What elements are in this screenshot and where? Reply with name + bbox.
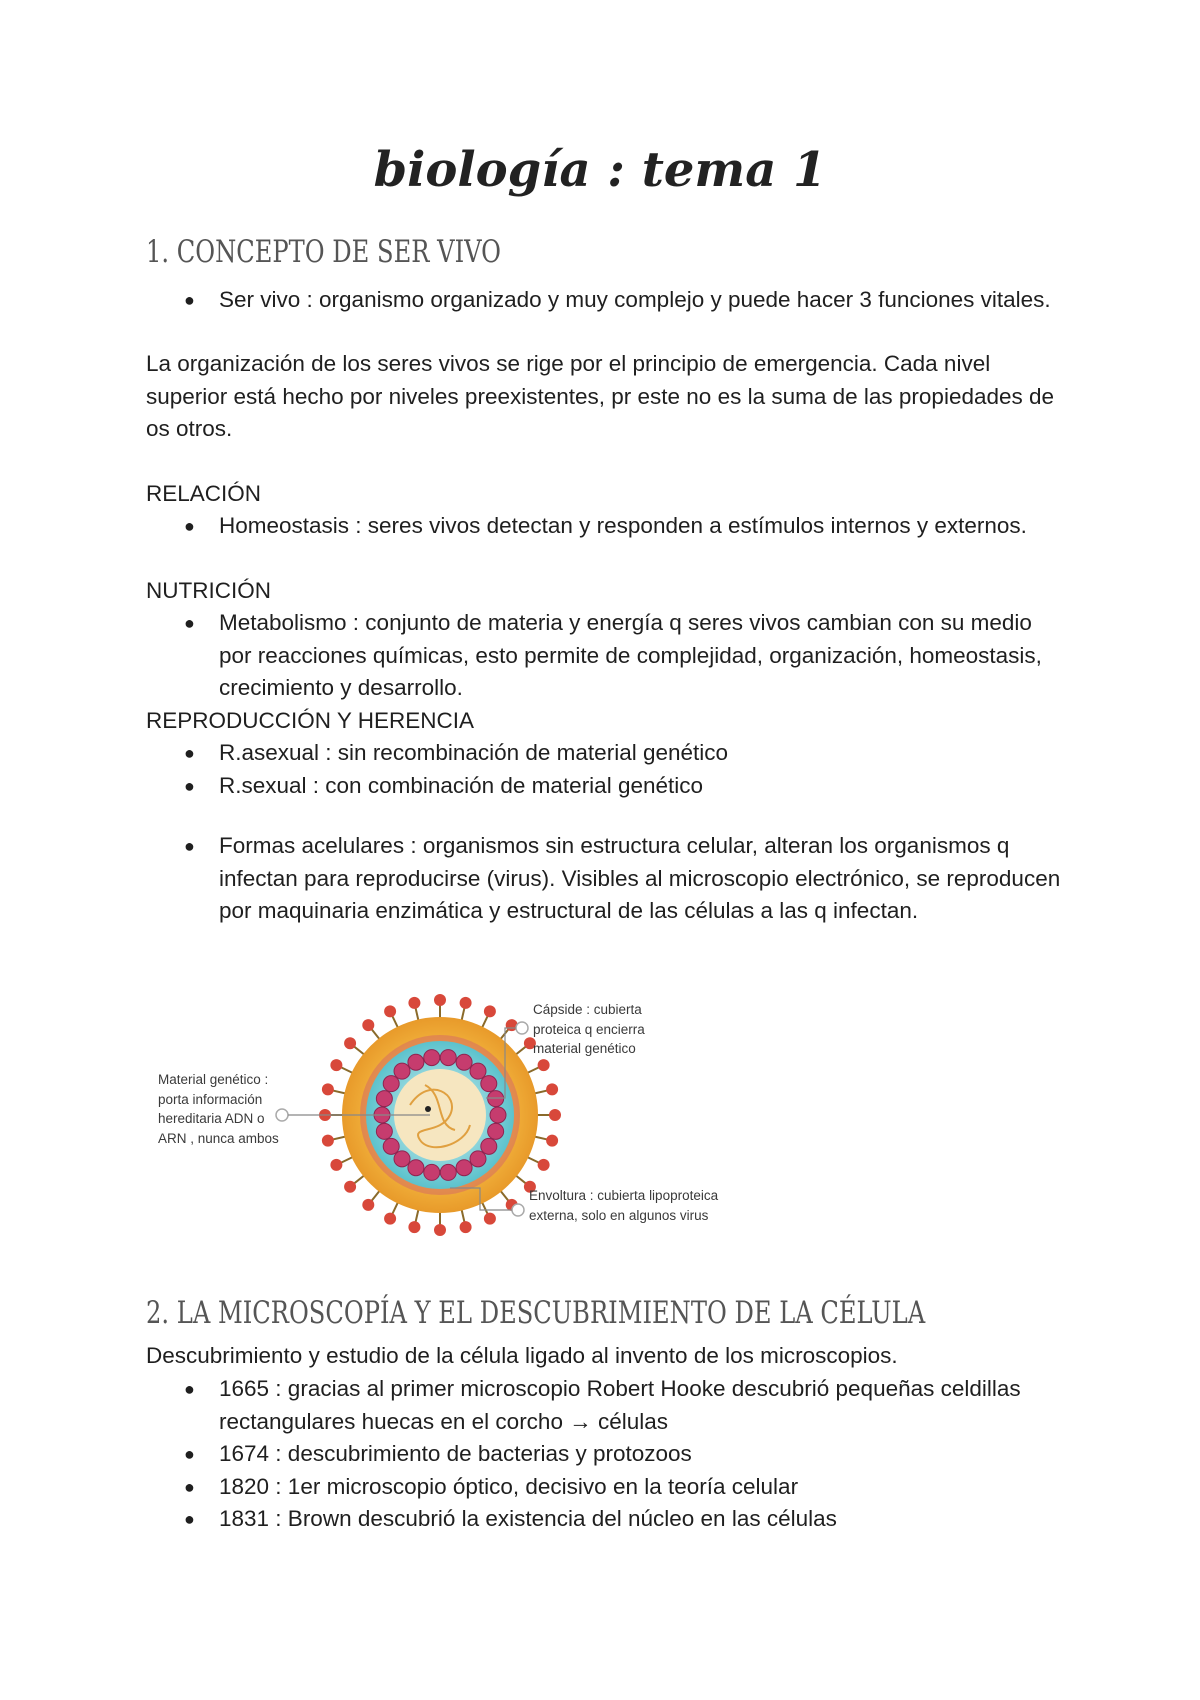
list-item: ● 1674 : descubrimiento de bacterias y protozoos [146,1438,1066,1471]
acelulares-list [146,830,1066,928]
capsomere [394,1151,410,1167]
list-item: ● Metabolismo : conjunto de materia y energía q seres vivos cambian con su medio por reacciones químicas, esto permite de complejidad, organización, homeostasis, crecimiento y desarrollo. [146,607,1066,705]
spike-head [322,1083,334,1095]
bullet-icon: ● [184,1476,195,1497]
spike-head [362,1019,374,1031]
spike-head [460,997,472,1009]
list-item: ● 1820 : 1er microscopio óptico, decisivo en la teoría celular [146,1471,1066,1504]
capsomere [456,1054,472,1070]
reproduccion-heading: REPRODUCCIÓN Y HERENCIA [146,708,474,733]
spike-head [362,1199,374,1211]
label-capside: Cápside : cubierta proteica q encierra material genético [533,1002,645,1056]
spike-head [344,1181,356,1193]
spike-head [538,1059,550,1071]
list-item: ● R.asexual : sin recombinación de material genético [146,737,1066,770]
spike-head [484,1005,496,1017]
page-title: biología : tema 1 [373,142,827,198]
spike-head [434,1224,446,1236]
relacion-list [146,510,1066,543]
bullet-icon: ● [184,836,195,856]
capsomere [440,1050,456,1066]
ser-vivo-list [146,284,1066,317]
bullet-icon: ● [184,1444,195,1464]
section-heading-2: 2. LA MICROSCOPÍA Y EL DESCUBRIMIENTO DE LA CÉLULA [146,1295,926,1331]
bullet-icon: ● [184,613,195,633]
spike-head [434,994,446,1006]
capsomere [394,1063,410,1079]
capsomere [488,1091,504,1107]
spike-head [408,1221,420,1233]
list-item: ● 1665 : gracias al primer microscopio Robert Hooke descubrió pequeñas celdillas rectangulares huecas en el corcho → células [146,1373,1066,1438]
spike-head [549,1109,561,1121]
spike-head [546,1135,558,1147]
marker-dot [425,1106,431,1112]
capsomere [481,1076,497,1092]
bullet-icon: ● [184,516,195,536]
bullet-icon: ● [184,743,195,763]
spike-head [546,1083,558,1095]
capsomere [376,1123,392,1139]
spike-head [344,1037,356,1049]
capsomere [488,1123,504,1139]
list-item: ● 1831 : Brown descubrió la existencia del núcleo en las células [146,1503,1066,1536]
capsomere [456,1160,472,1176]
capsomere [408,1054,424,1070]
capsomere [424,1050,440,1066]
callout-marker [512,1204,524,1216]
emergence-paragraph: La organización de los seres vivos se rige por el principio de emergencia. Cada nivel superior está hecho por niveles preexistentes, pr este no es la suma de las propiedades de os otros. [146,351,1055,441]
spike-head [384,1005,396,1017]
capsomere [490,1107,506,1123]
capsomere [470,1151,486,1167]
list-item: ● Formas acelulares : organismos sin estructura celular, alteran los organismos q infectan para reproducirse (virus). Visibles al microscopio electrónico, se reproducen por maquinaria enzimática y estructural de las células a las q infectan. [146,830,1066,928]
bullet-icon: ● [184,290,195,310]
capsomere [424,1164,440,1180]
spike-head [384,1213,396,1225]
capsomere [383,1076,399,1092]
section2-intro: Descubrimiento y estudio de la célula ligado al invento de los microscopios. [146,1343,898,1368]
capsomere [383,1138,399,1154]
spike-head [408,997,420,1009]
bullet-icon: ● [184,1509,195,1529]
spike-head [330,1159,342,1171]
list-item: ● Homeostasis : seres vivos detectan y responden a estímulos internos y externos. [146,510,1066,543]
bullet-icon: ● [184,1379,195,1399]
bullet-icon: ● [184,775,195,796]
relacion-heading: RELACIÓN [146,481,262,506]
virus-diagram [150,990,810,1240]
label-material-genetico: Material genético : porta información hereditaria ADN o ARN , nunca ambos [158,1072,279,1146]
reproduccion-list [146,737,1066,802]
capsomere [470,1063,486,1079]
label-envoltura: Envoltura : cubierta lipoproteica externa, solo en algunos virus [529,1188,719,1223]
capsomere [481,1138,497,1154]
spike-head [538,1159,550,1171]
callout-marker [516,1022,528,1034]
spike-head [322,1135,334,1147]
capsomere [440,1164,456,1180]
capsomere [376,1091,392,1107]
section-heading-1: 1. CONCEPTO DE SER VIVO [146,234,502,270]
spike-head [460,1221,472,1233]
spike-head [330,1059,342,1071]
list-item: ● Ser vivo : organismo organizado y muy complejo y puede hacer 3 funciones vitales. [146,284,1066,317]
nutricion-heading: NUTRICIÓN [146,578,271,603]
nutricion-list [146,607,1066,705]
list-item: ● R.sexual : con combinación de material genético [146,770,1066,803]
history-list [146,1373,1066,1536]
capsomere [408,1160,424,1176]
spike-head [484,1213,496,1225]
